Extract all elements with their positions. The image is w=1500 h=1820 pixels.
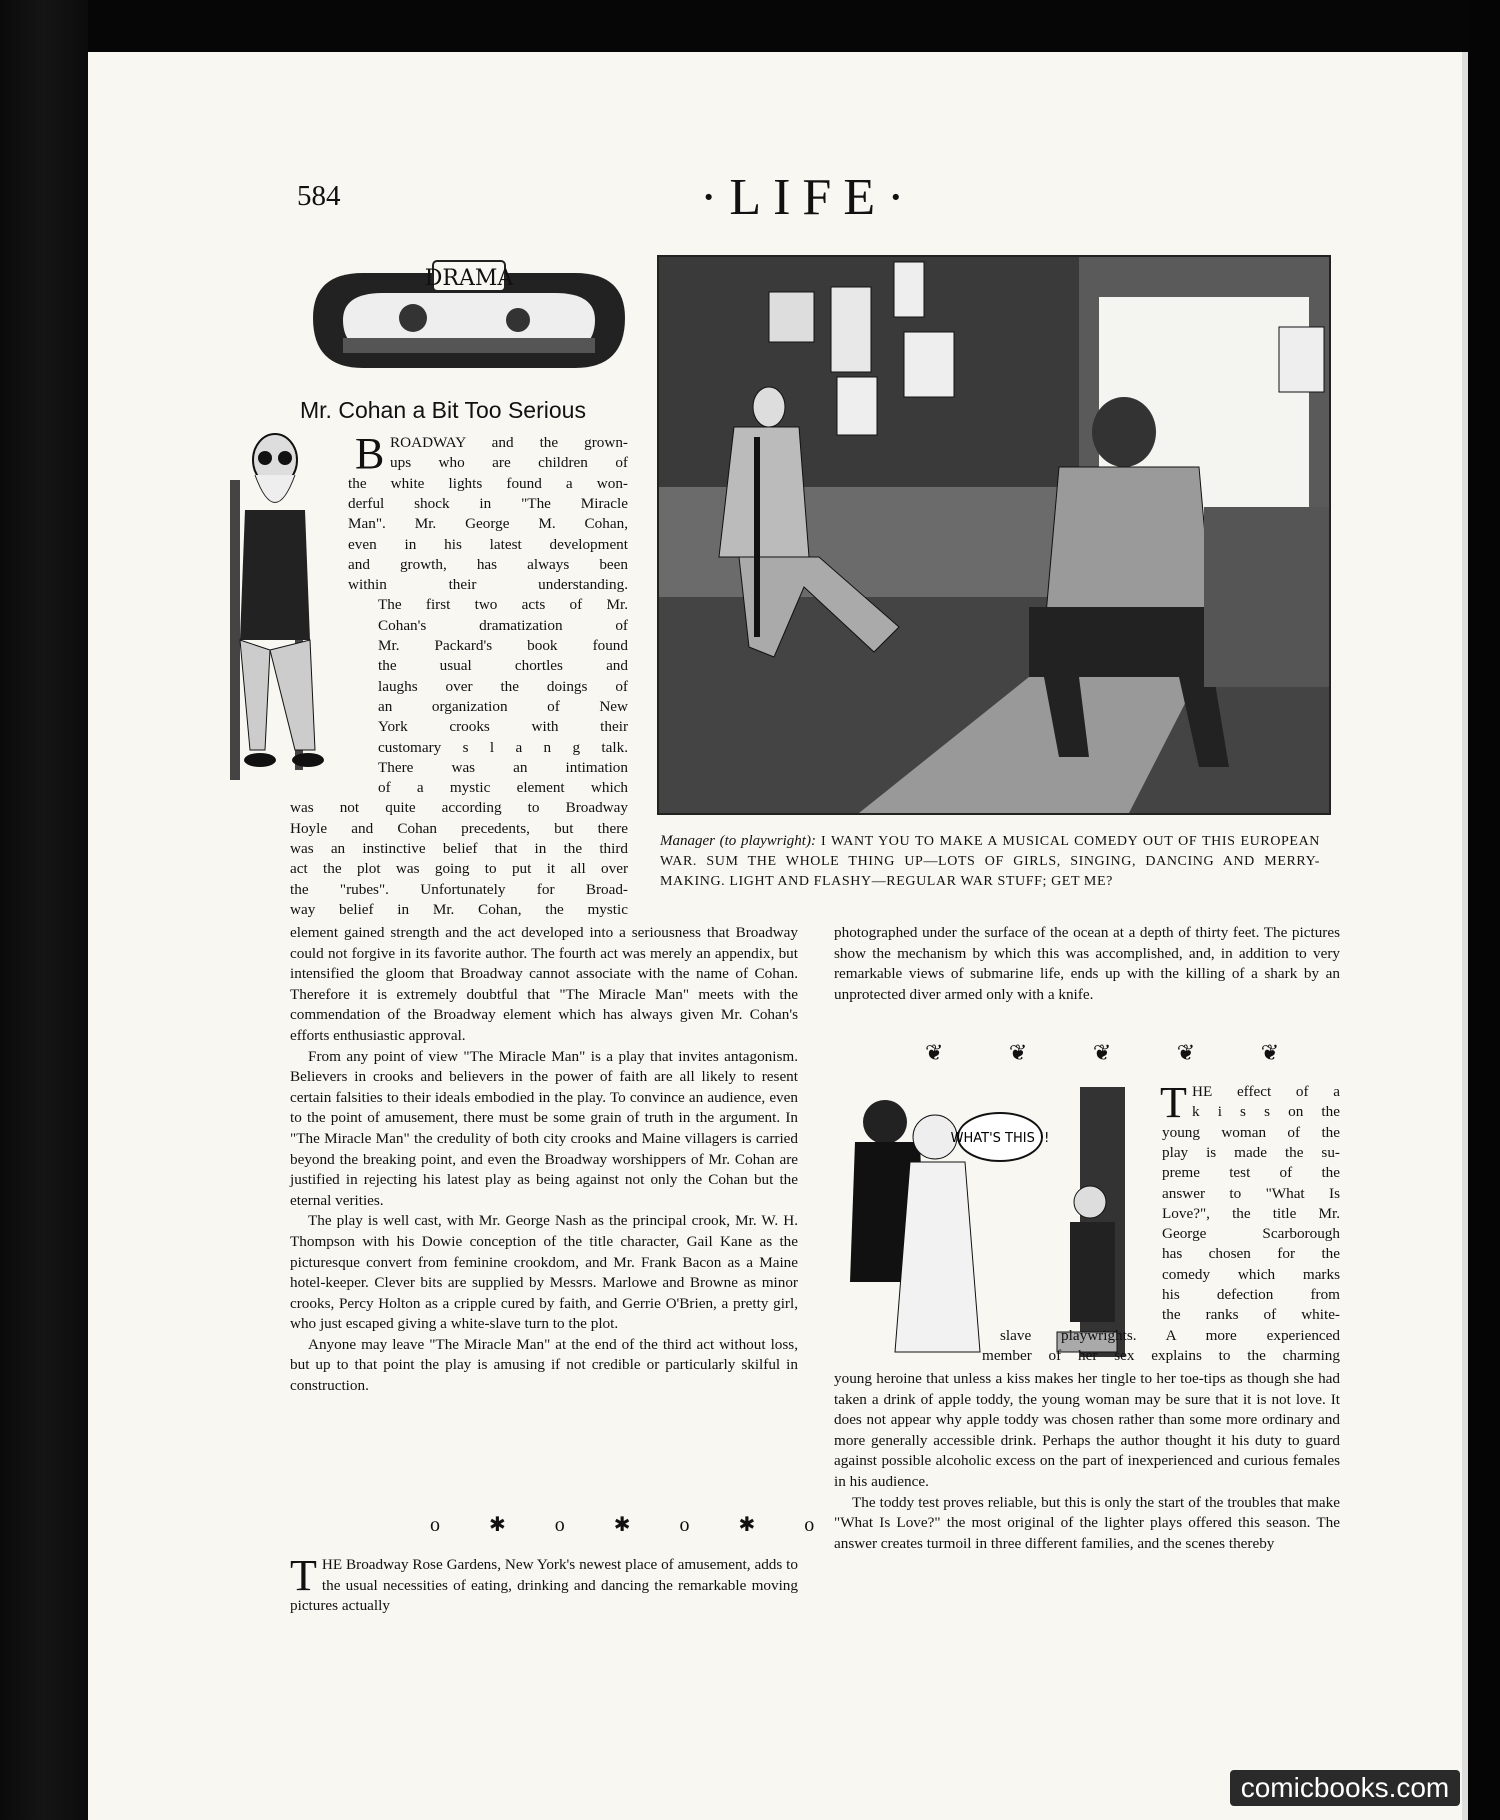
watermark: comicbooks.com xyxy=(1230,1770,1460,1806)
right-wrap-line: member of her sex explains to the charming xyxy=(982,1346,1340,1364)
left-wrap-line: an organization of New xyxy=(378,697,628,715)
dropcap-b: B xyxy=(355,429,385,478)
right-wrap-line: answer to "What Is xyxy=(1162,1184,1340,1202)
right-wrap-line: George Scarborough xyxy=(1162,1225,1340,1243)
left-wrap-line: Man". Mr. George M. Cohan, xyxy=(348,515,628,533)
left-paragraph-5 xyxy=(290,1551,798,1617)
right-wrap-line: his defection from xyxy=(1162,1286,1340,1303)
left-wrap-line: There was an intimation xyxy=(378,758,628,776)
caption-speaker: Manager (to playwright): xyxy=(660,833,816,849)
left-wrap-line: Cohan's dramatization of xyxy=(378,616,628,634)
left-wrap-line: Mr. Packard's book found xyxy=(378,637,628,654)
left-wrap-line: was an instinctive belief that in the third xyxy=(290,840,628,857)
left-wrap-line: York crooks with their xyxy=(378,718,628,736)
left-wrap-line: customary s l a n g talk. xyxy=(378,738,628,756)
manager-playwright-illustration xyxy=(657,255,1331,815)
left-wrap-line: derful shock in "The Miracle xyxy=(348,494,628,512)
dropcap-t-left: T xyxy=(290,1551,317,1600)
left-p2: From any point of view "The Miracle Man" is a play that invites antagonism. Believers in crooks and believers in the power of faith are all likely to resent certain falsities to their ideals embodied in the play. To convince an audience, even to the point of amusement, there must be some grain of truth in the argument. In "The Miracle Man" the credulity of both city crooks and Maine villagers is carried beyond the breaking point, and even the Broadway worshippers of Mr. Cohan are justified in rejecting his latest play as being against not only the Cohan but the eternal verities. xyxy=(290,1047,798,1209)
left-p4: Anyone may leave "The Miracle Man" at the end of the third act without loss, but up to that point the play is amusing if not credible or particularly skilful in construction. xyxy=(290,1335,798,1395)
right-wrap-line: preme test of the xyxy=(1162,1164,1340,1182)
left-p5: HE Broadway Rose Gardens, New York's newest place of amusement, adds to the usual necessities of eating, drinking and dancing the remarkable moving pictures actually xyxy=(290,1556,798,1615)
left-wrap-line: laughs over the doings of xyxy=(378,677,628,695)
scan-left-border xyxy=(0,0,88,1820)
right-wrap-line: Love?", the title Mr. xyxy=(1162,1204,1340,1222)
old-man-cartoon xyxy=(210,420,350,790)
right-p2-rest: young heroine that unless a kiss makes her tingle to her toe-tips as though she had taken a drink of apple toddy, the young woman may be sure that it is not love. It does not appear why apple toddy was chosen rather than some more ordinary and more generally accessible drink. Perhaps the author thought it his duty to guard against possible alcoholic excess on the part of inexperienced and curious females in his audience. xyxy=(834,1370,1340,1490)
masthead-life: ·LIFE· xyxy=(700,169,917,226)
right-paragraph-2-rest xyxy=(834,1369,1340,1554)
right-wrap-line: k i s s on the xyxy=(1192,1103,1340,1121)
dropcap-t-right: T xyxy=(1160,1078,1187,1127)
left-wrap-line: the white lights found a won- xyxy=(348,474,628,492)
left-wrap-line: ups who are children of xyxy=(390,454,628,472)
left-p1-rest: element gained strength and the act developed into a seriousness that Broadway could not forgive in its favorite author. The fourth act was merely an appendix, but intensified the gloom that Broadway cannot associate with the name of Cohan. Therefore it is extremely doubtful that "The Miracle Man" meets with the commendation of the Broadway element which has always given Mr. Cohan's efforts enthusiastic approval. xyxy=(290,924,798,1044)
speech-bubble-text: WHAT'S THIS !! xyxy=(950,1131,1050,1146)
left-wrap-line: The first two acts of Mr. xyxy=(378,596,628,614)
illustration-caption xyxy=(660,831,1320,892)
drama-banner-label: DRAMA xyxy=(424,266,514,291)
ornament-divider-left: o ✱ o ✱ o ✱ o xyxy=(430,1514,837,1536)
left-wrap-line: was not quite according to Broadway xyxy=(290,799,628,817)
drama-banner-illustration xyxy=(303,258,635,380)
left-wrap-line: act the plot was going to put it all over xyxy=(290,860,628,878)
left-wrap-line: the "rubes". Unfortunately for Broad- xyxy=(290,880,628,898)
left-wrap-line: the usual chortles and xyxy=(378,657,628,675)
right-p1: photographed under the surface of the ocean at a depth of thirty feet. The pictures show the mechanism by which this was accomplished, and, in addition to very remarkable views of submarine life, ends up with the killing of a shark by an unprotected diver armed only with a knife. xyxy=(834,924,1340,1003)
right-wrap-line: has chosen for the xyxy=(1162,1245,1340,1263)
right-p3: The toddy test proves reliable, but this is only the start of the troubles that make "What Is Love?" the most original of the lighter plays offered this season. The answer creates turmoil in three different families, and the scenes thereby xyxy=(834,1493,1340,1552)
left-wrap-line: way belief in Mr. Cohan, the mystic xyxy=(290,900,628,918)
right-wrap-line: play is made the su- xyxy=(1162,1143,1340,1161)
right-wrap-line: HE effect of a xyxy=(1192,1083,1340,1100)
right-wrap-line: the ranks of white- xyxy=(1162,1306,1340,1324)
left-p3: The play is well cast, with Mr. George Nash as the principal crook, Mr. W. H. Thompson with his Dowie conception of the title character, Gail Kane as the picturesque convert from feminine crookdom, and Mr. Frank Bacon as a Maine hotel-keeper. Clever bits are supplied by Messrs. Marlowe and Browne as minor crooks, Percy Holton as a cripple cured by faith, and Gerrie O'Brien, a pretty girl, who just escaped giving a white-slave turn to the plot. xyxy=(290,1212,798,1333)
right-paragraph-1 xyxy=(834,923,1340,1005)
left-wrap-line: and growth, has always been xyxy=(348,555,628,573)
right-wrap-line: comedy which marks xyxy=(1162,1265,1340,1283)
left-paragraph-1-rest xyxy=(290,923,798,1397)
right-wrap-line: young woman of the xyxy=(1162,1123,1340,1141)
ornament-divider-right: ❦ ❦ ❦ ❦ ❦ xyxy=(925,1040,1310,1065)
scan-right-border xyxy=(1468,0,1500,1820)
left-wrap-line: within their understanding. xyxy=(348,576,628,594)
left-wrap-line: Hoyle and Cohan precedents, but there xyxy=(290,819,628,837)
page-number: 584 xyxy=(297,180,341,212)
left-wrap-line: of a mystic element which xyxy=(378,779,628,797)
left-wrap-line: ROADWAY and the grown- xyxy=(390,434,628,451)
left-wrap-line: even in his latest development xyxy=(348,535,628,553)
article-headline: Mr. Cohan a Bit Too Serious xyxy=(300,397,586,423)
caption-text: I WANT YOU TO MAKE A MUSICAL COMEDY OUT OF THIS EUROPEAN WAR. SUM THE WHOLE THING UP—LOTS OF GIRLS, SINGING, DANCING AND MERRY-MAKING. LIGHT AND FLASHY—REGULAR WAR STUFF; GET ME? xyxy=(660,834,1320,889)
scan-top-border xyxy=(0,0,1500,52)
right-wrap-line: slave playwrights. A more experienced xyxy=(1000,1326,1340,1344)
